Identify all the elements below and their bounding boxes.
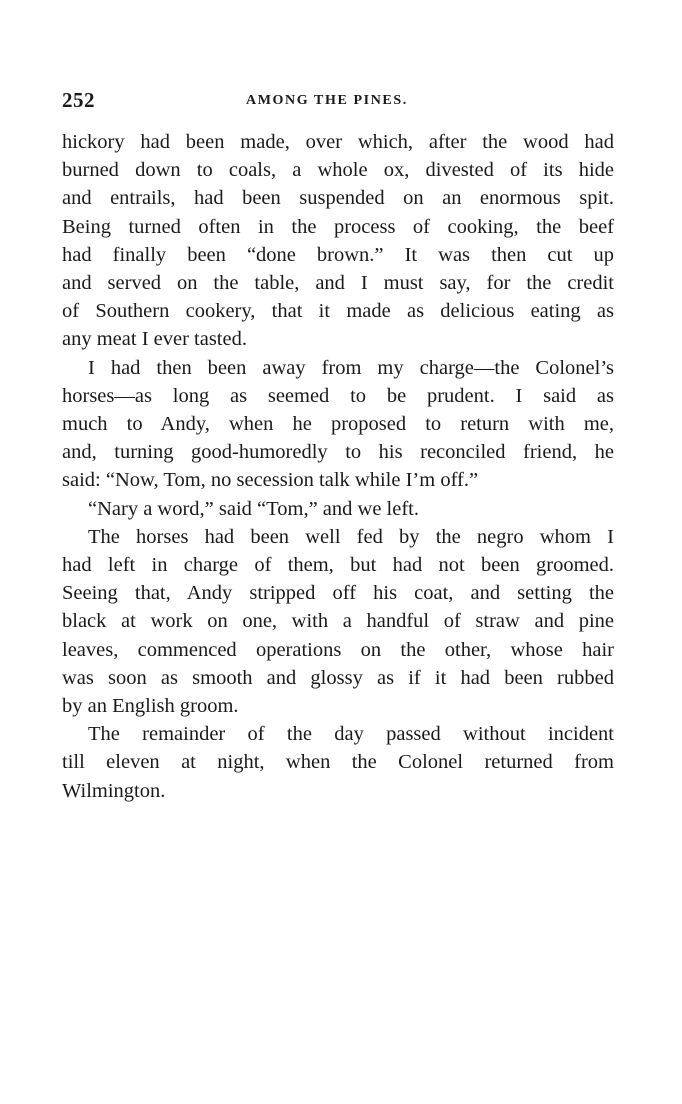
page-number: 252: [62, 88, 95, 112]
running-head: [62, 88, 614, 128]
text-line: Seeing that, Andy stripped off his coat, and setting the: [62, 582, 614, 605]
text-line: leaves, commenced operations on the other, whose hair: [62, 638, 614, 661]
body-text: [62, 128, 614, 805]
text-line: and entrails, had been suspended on an enormous spit.: [62, 187, 614, 210]
text-line: horses—as long as seemed to be prudent. I said as: [62, 384, 614, 407]
text-line: Wilmington.: [62, 779, 166, 802]
book-page: [62, 88, 614, 805]
text-line: any meat I ever tasted.: [62, 328, 247, 351]
text-line: burned down to coals, a whole ox, divested of its hide: [62, 159, 614, 182]
text-line: and served on the table, and I must say, for the credit: [62, 272, 614, 295]
text-line: till eleven at night, when the Colonel returned from: [62, 751, 614, 774]
text-line: The horses had been well fed by the negro whom I: [88, 525, 614, 548]
text-line: “Nary a word,” said “Tom,” and we left.: [88, 497, 419, 520]
text-line: black at work on one, with a handful of straw and pine: [62, 610, 614, 633]
text-line: The remainder of the day passed without incident: [88, 723, 614, 746]
text-line: Being turned often in the process of cooking, the beef: [62, 215, 614, 238]
text-line: of Southern cookery, that it made as delicious eating as: [62, 300, 614, 323]
text-line: hickory had been made, over which, after the wood had: [62, 131, 614, 153]
text-line: much to Andy, when he proposed to return with me,: [62, 413, 614, 436]
running-title: AMONG THE PINES.: [246, 93, 408, 108]
text-line: had finally been “done brown.” It was then cut up: [62, 243, 614, 266]
text-line: said: “Now, Tom, no secession talk while I’m off.”: [62, 469, 479, 492]
text-line: was soon as smooth and glossy as if it had been rubbed: [62, 666, 614, 689]
text-line: and, turning good-humoredly to his reconciled friend, he: [62, 441, 614, 464]
text-line: had left in charge of them, but had not been groomed.: [62, 554, 614, 577]
text-line: I had then been away from my charge—the Colonel’s: [88, 356, 614, 379]
text-line: by an English groom.: [62, 695, 239, 718]
